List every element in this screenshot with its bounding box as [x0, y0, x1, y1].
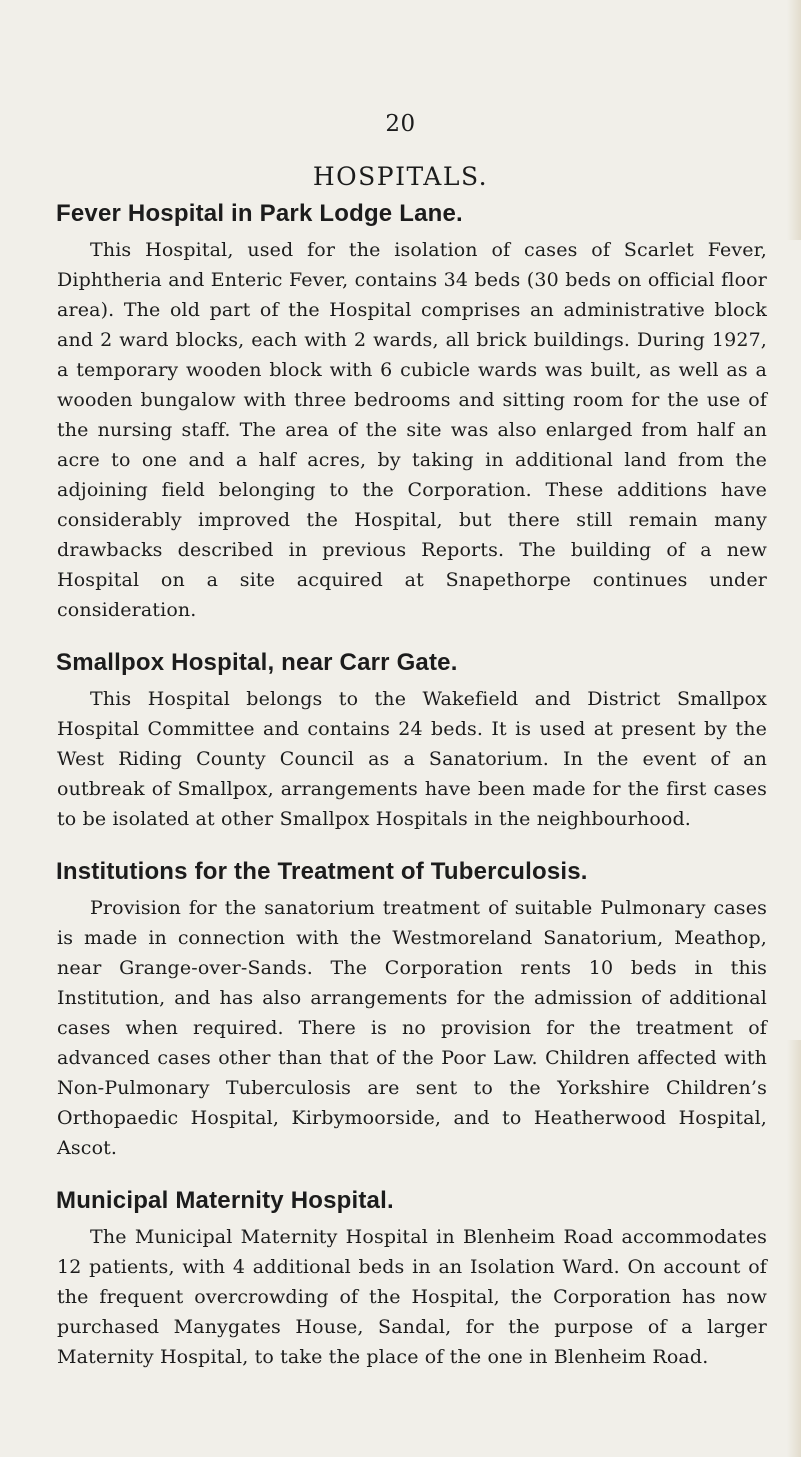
section-heading: Smallpox Hospital, near Carr Gate.: [56, 649, 458, 676]
document-body: [57, 199, 767, 1395]
section-tuberculosis-institutions: [57, 857, 767, 1163]
chapter-title: HOSPITALS.: [312, 162, 489, 191]
section-maternity-hospital: [57, 1186, 767, 1372]
section-smallpox-hospital: [57, 648, 767, 834]
section-heading: Fever Hospital in Park Lodge Lane.: [56, 200, 463, 227]
page-edge-shadow: [787, 1040, 801, 1457]
section-paragraph: This Hospital, used for the isolation of cases of Scarlet Fever, Diphtheria and Enteric Fever, contains 34 beds (30 beds on official floor area). The old part of the Hospital comprises an administrative block and 2 ward blocks, each with 2 wards, all brick buildings. During 1927, a temporary wooden block with 6 cubicle wards was built, as well as a wooden bungalow with three bedrooms and sitting room for the use of the nursing staff. The area of the site was also enlarged from half an acre to one and a half acres, by taking in additional land from the adjoining field belonging to the Corporation. These additions have considerably improved the Hospital, but there still remain many drawbacks described in previous Reports. The building of a new Hospital on a site acquired at Snapethorpe continues under consideration.: [57, 239, 767, 621]
section-heading: Institutions for the Treatment of Tuberculosis.: [56, 858, 588, 885]
page-number: 20: [385, 111, 416, 137]
section-paragraph: The Municipal Maternity Hospital in Blenheim Road accommodates 12 patients, with 4 additional beds in an Isolation Ward. On account of the frequent overcrowding of the Hospital, the Corporation has now purchased Manygates House, Sandal, for the purpose of a larger Maternity Hospital, to take the place of the one in Blenheim Road.: [57, 1226, 767, 1368]
section-fever-hospital: [57, 199, 767, 625]
section-paragraph: Provision for the sanatorium treatment of suitable Pulmonary cases is made in connection with the Westmoreland Sanatorium, Meathop, near Grange-over-Sands. The Corporation rents 10 beds in this Institution, and has also arrangements for the admission of additional cases when required. There is no provision for the treatment of advanced cases other than that of the Poor Law. Children affected with Non-Pulmonary Tuberculosis are sent to the Yorkshire Children’s Orthopaedic Hospital, Kirbymoorside, and to Heatherwood Hospital, Ascot.: [57, 897, 767, 1159]
section-paragraph: This Hospital belongs to the Wakefield and District Smallpox Hospital Committee and contains 24 beds. It is used at present by the West Riding County Council as a Sanatorium. In the event of an outbreak of Smallpox, arrangements have been made for the first cases to be isolated at other Smallpox Hospitals in the neighbourhood.: [57, 688, 767, 830]
section-heading: Municipal Maternity Hospital.: [56, 1187, 394, 1214]
